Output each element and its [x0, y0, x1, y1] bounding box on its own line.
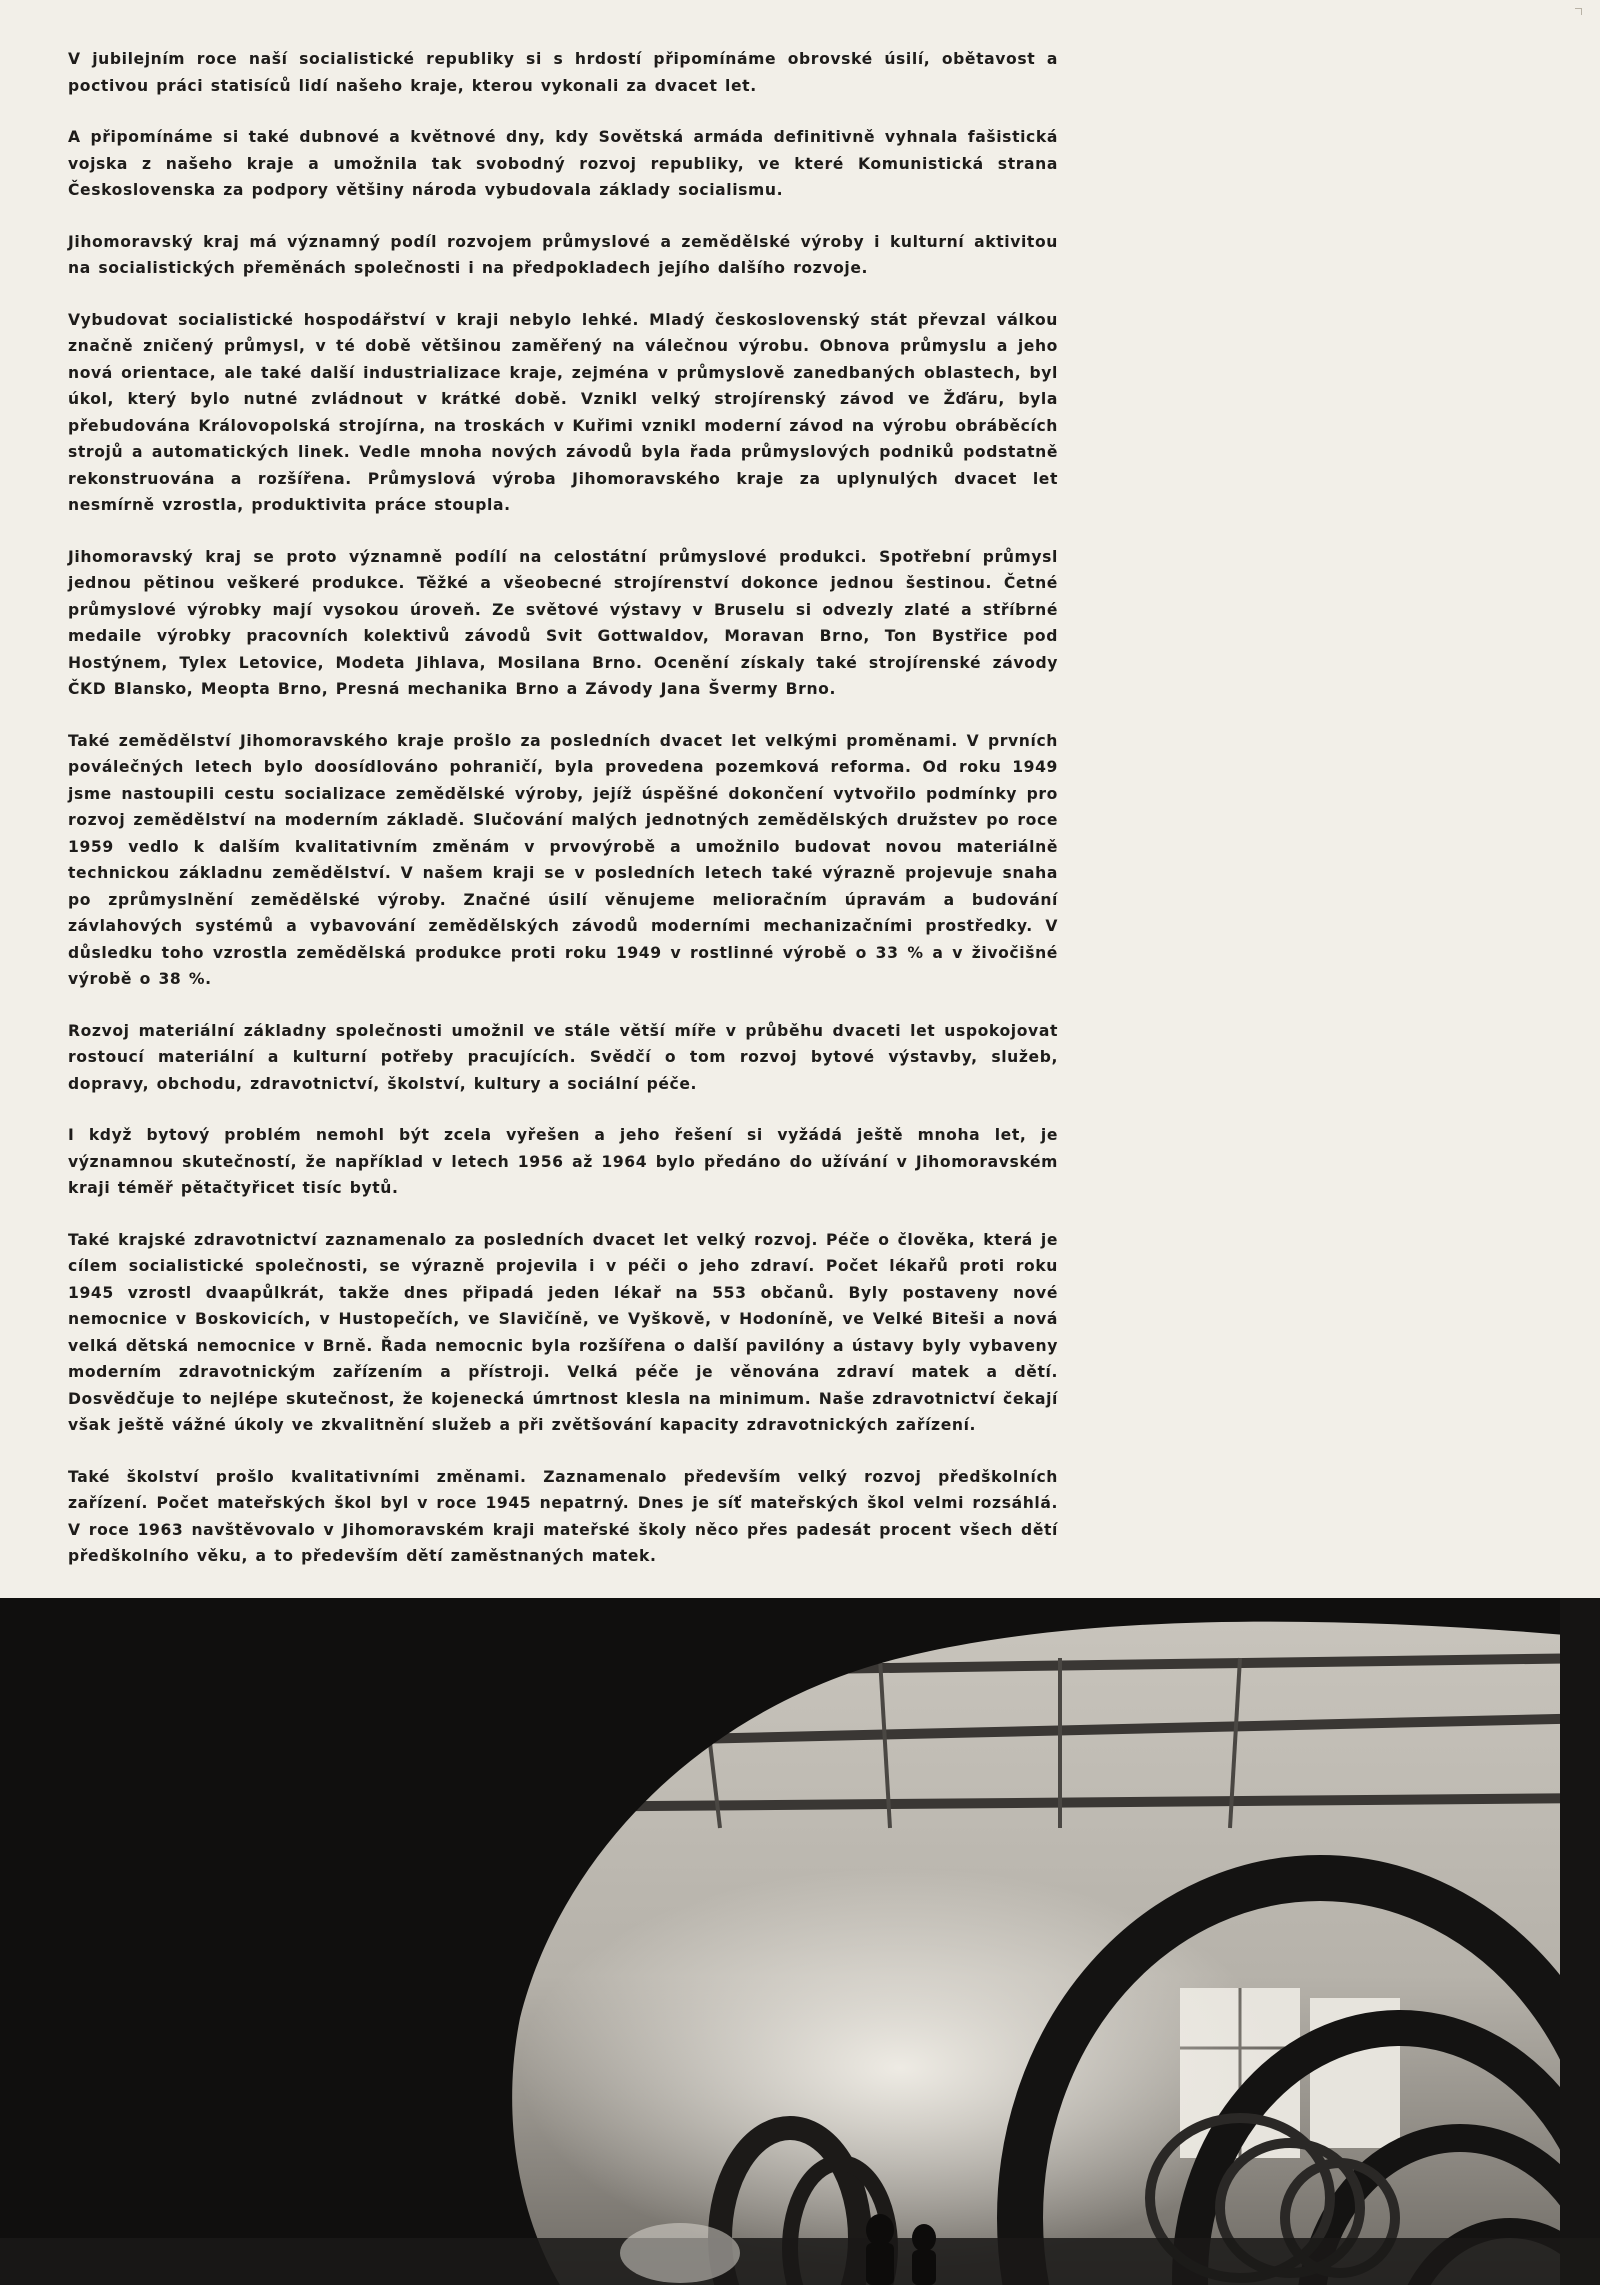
factory-hall-illustration — [0, 1598, 1600, 2285]
article-paragraph: V jubilejním roce naší socialistické republiky si s hrdostí připomínáme obrovské úsilí, obětavost a poctivou práci statisíců lidí našeho kraje, kterou vykonali za dvacet let. — [68, 50, 1058, 95]
article-paragraph: Rozvoj materiální základny společnosti umožnil ve stále větší míře v průběhu dvaceti let uspokojovat rostoucí materiální a kulturní potřeby pracujících. Svědčí o tom rozvoj bytové výstavby, služeb, dopravy, obchodu, zdravotnictví, školství, kultury a sociální péče. — [68, 1021, 1058, 1093]
article-paragraph: A připomínáme si také dubnové a květnové dny, kdy Sovětská armáda definitivně vyhnala fašistická vojska z našeho kraje a umožnila tak svobodný rozvoj republiky, ve které Komunistická strana Československa za podpory většiny národa vybudovala základy socialismu. — [68, 128, 1058, 199]
article-paragraph: Jihomoravský kraj má významný podíl rozvojem průmyslové a zemědělské výroby i kulturní aktivitou na socialistických přeměnách společnosti i na předpokladech jejího dalšího rozvoje. — [68, 232, 1058, 277]
article-paragraph: Také zemědělství Jihomoravského kraje prošlo za posledních dvacet let velkými proměnami. V prvních poválečných letech bylo doosídlováno pohraničí, byla provedena pozemková reforma. Od roku 1949 jsme nastoupili cestu socializace zemědělské výroby, jejíž úspěšné dokončení vytvořilo podmínky pro rozvoj zemědělství na moderním základě. Slučování malých jednotných zemědělských družstev po roce 1959 vedlo k dalším kvalitativním změnám v prvovýrobě a umožnilo budovat novou materiálně technickou základnu zemědělství. V našem kraji se v posledních letech také výrazně projevuje snaha po zprůmyslnění zemědělské výroby. Značné úsilí věnujeme melioračním úpravám a budování závlahových systémů a vybavování zemědělských závodů moderními mechanizačními prostředky. V důsledku toho vzrostla zemědělská produkce proti roku 1949 v rostlinné výrobě o 33 % a v živočišné výrobě o 38 %. — [68, 731, 1058, 988]
article-paragraph: Také školství prošlo kvalitativními změnami. Zaznamenalo především velký rozvoj předškolních zařízení. Počet mateřských škol byl v roce 1945 nepatrný. Dnes je síť mateřských škol velmi rozsáhlá. V roce 1963 navštěvovalo v Jihomoravském kraji mateřské školy něco přes padesát procent všech dětí předškolního věku, a to především dětí zaměstnaných matek. — [68, 1467, 1058, 1565]
article-paragraph: Jihomoravský kraj se proto významně podílí na celostátní průmyslové produkci. Spotřební průmysl jednou pětinou veškeré produkce. Těžké a všeobecné strojírenství dokonce jednou šestinou. Četné průmyslové výrobky mají vysokou úroveň. Ze světové výstavy v Bruselu si odvezly zlaté a stříbrné medaile výrobky pracovních kolektivů závodů Svit Gottwaldov, Moravan Brno, Ton Bystřice pod Hostýnem, Tylex Letovice, Modeta Jihlava, Mosilana Brno. Ocenění získaly také strojírenské závody ČKD Blansko, Meopta Brno, Presná mechanika Brno a Závody Jana Švermy Brno. — [68, 547, 1058, 698]
factory-hall-photo — [0, 1598, 1600, 2285]
page-corner-mark — [1575, 8, 1582, 15]
article-text — [68, 46, 1058, 1595]
article-paragraph: Vybudovat socialistické hospodářství v kraji nebylo lehké. Mladý československý stát převzal válkou značně zničený průmysl, v té době většinou zaměřený na válečnou výrobu. Obnova průmyslu a jeho nová orientace, ale také další industrializace kraje, zejména v průmyslově zanedbaných oblastech, byl úkol, který bylo nutné zvládnout v krátké době. Vznikl velký strojírenský závod ve Žďáru, byla přebudována Královopolská strojírna, na troskách v Kuřimi vznikl moderní závod na výrobu obráběcích strojů a automatických linek. Vedle mnoha nových závodů byla řada průmyslových podniků podstatně rekonstruována a rozšířena. Průmyslová výroba Jihomoravského kraje za uplynulých dvacet let nesmírně vzrostla, produktivita práce stoupla. — [68, 310, 1058, 514]
article-paragraph: I když bytový problém nemohl být zcela vyřešen a jeho řešení si vyžádá ještě mnoha let, je významnou skutečností, že například v letech 1956 až 1964 bylo předáno do užívání v Jihomoravském kraji téměř pětačtyřicet tisíc bytů. — [68, 1126, 1058, 1197]
article-paragraph: Také krajské zdravotnictví zaznamenalo za posledních dvacet let velký rozvoj. Péče o člověka, která je cílem socialistické společnosti, se výrazně projevila i v péči o jeho zdraví. Počet lékařů proti roku 1945 vzrostl dvaapůlkrát, takže dnes připadá jeden lékař na 553 občanů. Byly postaveny nové nemocnice v Boskovicích, v Hustopečích, ve Slavičíně, ve Vyškově, v Hodoníně, ve Velké Biteši a nová velká dětská nemocnice v Brně. Řada nemocnic byla rozšířena o další pavilóny a ústavy byly vybaveny moderním zdravotnickým zařízením a přístroji. Velká péče je věnována zdraví matek a dětí. Dosvědčuje to nejlépe skutečnost, že kojenecká úmrtnost klesla na minimum. Naše zdravotnictví čekají však ještě vážné úkoly ve zkvalitnění služeb a při zvětšování kapacity zdravotnických zařízení. — [68, 1230, 1058, 1434]
